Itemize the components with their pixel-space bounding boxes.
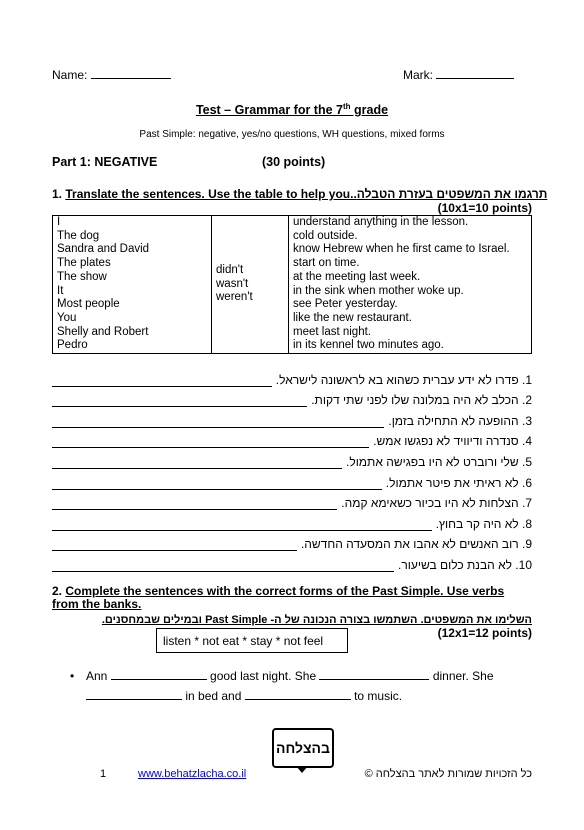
copyright: כל הזכויות שמורות לאתר בהצלחה © [364,768,532,780]
answer-blank[interactable] [319,679,429,680]
page-number: 1 [100,768,107,780]
subject: Sandra and David [57,243,150,256]
q2-score: (12x1=12 points) [437,626,532,640]
q2-text: good last night. She [210,669,317,683]
q1-score: (10x1=10 points) [437,201,532,215]
verb: weren't [216,291,253,304]
hebrew-sentence: 9. רוב האנשים לא אהבו את המסעדה החדשה. [300,537,532,552]
subject: You [57,311,77,324]
q2-text: to music. [354,689,403,703]
q2-instruction-he: השלימו את המשפטים. השתמשו בצורה הנכונה של ה- Past Simple ובמילים שבמחסנים. [101,614,532,626]
translation-row [52,407,532,428]
q1-instruction-he: תרגמו את המשפטים בעזרת הטבלה [356,187,548,201]
completion: in the sink when mother woke up. [293,284,464,297]
answer-blank[interactable] [86,699,182,700]
answer-line[interactable] [52,468,342,469]
hebrew-sentence: 6. לא ראיתי את פיטר אתמול. [385,475,532,490]
name-label: Name: [52,68,88,82]
answer-blank[interactable] [111,679,207,680]
hebrew-sentence: 10. לא הבנת כלום בשיעור. [398,557,532,572]
translation-row [52,469,532,490]
translation-list [52,366,532,572]
answer-line[interactable] [52,489,382,490]
answer-line[interactable] [52,530,432,531]
mark-label: Mark: [403,68,433,82]
q2-item [70,666,540,706]
site-link[interactable]: www.behatzlacha.co.il [138,768,247,780]
q1-number: 1. [52,187,63,201]
part1-heading: Part 1: NEGATIVE [52,155,158,169]
translation-row [52,551,532,572]
word-bank: listen * not eat * stay * not feel [156,628,348,653]
completion: see Peter yesterday. [293,298,398,311]
title-suffix: grade [350,103,389,118]
behatzlacha-logo: בהצלחה [272,728,334,768]
answer-line[interactable] [52,386,272,387]
q2-item-text [70,666,540,706]
subject: I [57,216,61,228]
q2-text: Ann [86,669,108,683]
q2-text: in bed and [185,689,242,703]
subject: Most people [57,298,120,311]
completion: know Hebrew when he first came to Israel. [293,243,510,256]
completion: understand anything in the lesson. [293,216,469,228]
verb: didn't [216,263,244,276]
answer-line[interactable] [52,571,394,572]
verb: wasn't [216,277,249,290]
logo-speech-tail [296,766,308,773]
answer-line[interactable] [52,427,384,428]
subject: It [57,284,64,297]
page-title [0,102,584,117]
completion: cold outside. [293,229,358,242]
title-text: Test – Grammar for the 7 [195,103,343,118]
hebrew-sentence: 8. לא היה קר בחוץ. [435,516,532,531]
translation-row [52,387,532,408]
part1-points: (30 points) [262,155,326,169]
completion: at the meeting last week. [293,270,421,283]
answer-line[interactable] [52,550,297,551]
subject: Pedro [57,339,88,352]
answer-line[interactable] [52,406,307,407]
q2-instruction-en: Complete the sentences with the correct forms of the Past Simple. Use verbs from the banks. [52,584,505,611]
hebrew-sentence: 1. פדרו לא ידע עברית כשהוא בא לראשונה לישראל. [275,372,532,387]
q2-text: dinner. She [432,669,494,683]
completion: start on time. [293,257,360,270]
q1-instruction [52,187,547,201]
answer-line[interactable] [52,509,337,510]
bullet: • [70,669,75,683]
hebrew-sentence: 3. ההופעה לא התחילה בזמן. [388,413,532,428]
hebrew-sentence: 4. סנדרה ודיוויד לא נפגשו אמש. [373,434,532,449]
mark-blank[interactable] [436,78,514,79]
q1-instruction-en: Translate the sentences. Use the table to help you.. [65,187,357,201]
answer-line[interactable] [52,447,369,448]
q2-instruction [52,585,532,611]
completion: meet last night. [293,325,371,338]
subjects-column [53,216,212,354]
hebrew-sentence: 5. שלי ורוברט לא היו בפגישה אתמול. [346,454,532,469]
name-blank[interactable] [91,78,171,79]
answer-blank[interactable] [245,699,351,700]
name-field [52,68,171,82]
subject: Shelly and Robert [57,325,149,338]
completion: in its kennel two minutes ago. [293,339,444,352]
completion: like the new restaurant. [293,311,412,324]
subject: The plates [57,257,111,270]
title-sup: th [342,102,351,111]
translation-row [52,531,532,552]
completions-column [289,216,532,354]
translation-row [52,366,532,387]
translation-row [52,490,532,511]
hebrew-sentence: 7. הצלחות לא היו בכיור כשאימא קמה. [341,496,532,511]
translation-row [52,510,532,531]
mark-field [403,68,514,82]
grammar-table [52,215,532,354]
subject: The show [57,270,107,283]
subtitle: Past Simple: negative, yes/no questions, WH questions, mixed forms [139,129,445,140]
q2-number: 2. [52,584,63,598]
translation-row [52,428,532,449]
subject: The dog [57,229,100,242]
translation-row [52,448,532,469]
verbs-column [212,216,289,354]
hebrew-sentence: 2. הכלב לא היה במלונה שלו לפני שתי דקות. [311,393,532,408]
